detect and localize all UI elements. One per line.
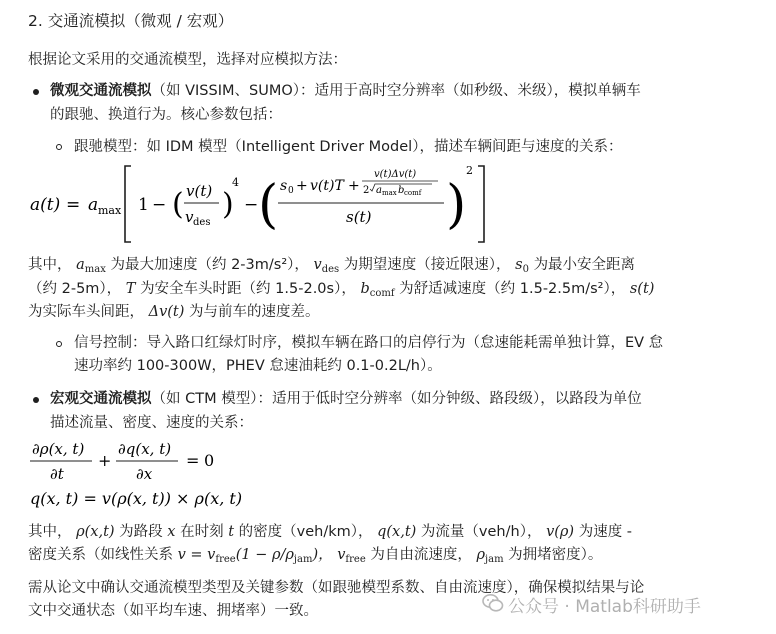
where-text: 为流量（veh/h）， [420,524,542,540]
where-text: 为实际车头间距， [28,304,144,320]
svg-text:a: a [88,195,99,215]
svg-text:(: ( [258,175,279,235]
micro-where-line-1 [28,255,635,280]
svg-text:+: + [348,178,360,194]
svg-text:v(t)Δv(t): v(t)Δv(t) [374,169,417,180]
svg-text:∂ρ(x, t): ∂ρ(x, t) [32,440,85,458]
micro-where-line-2 [28,279,654,304]
svg-text:s(t): s(t) [346,208,372,226]
intro-text: 根据论文采用的交通流模型，选择对应模拟方法： [28,52,347,68]
where-text: 为拥堵密度）。 [508,547,603,563]
svg-text:0: 0 [204,451,215,470]
math-subscript: jam [293,554,313,565]
svg-text:des: des [193,217,211,228]
watermark-text: 公众号 · Matlab科研助手 [508,597,701,617]
math-symbol: v(ρ) [546,524,575,540]
math-symbol: v [313,257,322,273]
where-text: 在时刻 [180,524,224,540]
micro-desc-2: 的跟驰、换道行为。核心参数包括： [50,107,282,123]
conclusion-line-2: 文中交通状态（如平均车速、拥堵率）一致。 [28,603,318,619]
math-subscript: jam [485,554,504,565]
micro-desc-1: （如 VISSIM、SUMO）：适用于高时空分辨率（如秒级、米级），模拟单辆车 [151,83,641,99]
sub-bullet-circle [56,144,62,150]
svg-text:a(t): a(t) [30,195,61,215]
svg-text:−: − [244,195,259,215]
math-symbol: v = v [177,547,216,563]
micro-title: 微观交通流模拟 [50,83,152,99]
svg-text:q(x, t) = v(ρ(x, t)) × ρ(x, t): q(x, t) = v(ρ(x, t)) × ρ(x, t) [30,489,243,508]
math-subscript: des [321,264,340,275]
math-symbol: ρ(x,t) [76,524,115,540]
svg-text:=: = [66,195,81,215]
where-text: 为速度 - [578,524,633,540]
where-text: 为与前车的速度差。 [189,304,320,320]
where-text: 为最大加速度（约 2-3m/s²）， [110,257,309,273]
macro-line-1 [50,389,642,409]
car-following-text: 跟驰模型：如 IDM 模型（Intelligent Driver Model），描述车辆间距与速度的关系： [74,139,623,155]
svg-text:v(t)T: v(t)T [310,178,344,194]
math-symbol: v [337,547,346,563]
wechat-icon [482,592,504,614]
svg-text:b: b [398,185,405,196]
math-subscript: free [345,554,366,565]
svg-text:v(t): v(t) [186,182,213,200]
math-subscript: 0 [522,264,529,275]
svg-text:): ) [446,175,467,235]
svg-text:max: max [98,204,122,217]
math-subscript: max [84,264,106,275]
macro-desc-2: 描述流量、密度、速度的关系： [50,415,253,431]
where-text: 的密度（veh/km）， [238,524,373,540]
math-symbol: s [515,257,523,273]
svg-text:a: a [376,185,382,196]
macro-desc-1: （如 CTM 模型）：适用于低时空分辨率（如分钟级、路段级），以路段为单位 [151,391,642,407]
section-title: 2. 交通流模拟（微观 / 宏观） [28,12,234,30]
math-subscript: comf [369,288,395,299]
where-text: 为自由流速度， [370,547,472,563]
macro-where-line-2 [28,545,602,570]
svg-text:4: 4 [232,176,239,189]
math-subscript: free [215,554,236,565]
math-symbol: ρ [476,547,485,563]
where-text: 密度关系（如线性关系 [28,547,173,563]
svg-text:∂x: ∂x [136,465,153,483]
micro-line-1 [50,81,641,101]
math-symbol: a [76,257,85,273]
macro-title: 宏观交通流模拟 [50,391,152,407]
where-text: （约 2-5m）， [28,281,122,297]
math-symbol: T [125,281,136,297]
svg-text:=: = [186,451,200,470]
signal-line-2: 速功率约 100-300W，PHEV 怠速油耗约 0.1-0.2L/h）。 [74,358,442,374]
svg-text:∂q(x, t): ∂q(x, t) [118,440,172,458]
svg-text:∂t: ∂t [50,465,64,483]
where-text: 为路段 [119,524,163,540]
math-symbol: )， [312,547,333,563]
math-symbol: q(x,t) [377,524,417,540]
signal-line-1: 信号控制：导入路口红绿灯时序，模拟车辆在路口的启停行为（怠速能耗需单独计算，EV 怠 [74,335,664,351]
svg-text:+: + [296,178,308,194]
svg-text:2: 2 [363,185,370,196]
where-text: 其中， [28,524,72,540]
svg-text:+: + [98,451,112,470]
svg-text:1: 1 [138,195,149,215]
svg-text:comf: comf [404,189,422,197]
math-symbol: x [167,524,176,540]
macro-equations [26,436,286,516]
sub-bullet-circle [56,341,62,347]
svg-text:s: s [280,178,288,194]
bullet-dot [33,89,39,95]
bullet-dot [33,397,39,403]
where-text: 为安全车头时距（约 1.5-2.0s）， [140,281,356,297]
svg-text:v: v [185,208,194,226]
where-text: 为最小安全距离 [533,257,636,273]
math-symbol: s(t) [629,281,655,297]
svg-text:2: 2 [466,164,473,177]
where-text: 其中， [28,257,72,273]
svg-text:(: ( [172,187,184,222]
svg-text:0: 0 [288,186,294,196]
math-symbol: b [360,281,370,297]
math-symbol: (1 − ρ/ρ [235,547,294,563]
math-symbol: Δv(t) [148,304,185,320]
micro-where-line-3 [28,302,320,322]
macro-where-line-1 [28,522,632,542]
where-text: 为期望速度（接近限速）， [343,257,511,273]
idm-formula [26,160,496,248]
math-symbol: t [228,524,235,540]
svg-text:−: − [152,195,167,215]
where-text: 为舒适减速度（约 1.5-2.5m/s²）， [399,281,626,297]
svg-text:max: max [382,189,397,197]
conclusion-line-1: 需从论文中确认交通流模型类型及关键参数（如跟驰模型系数、自由流速度），确保模拟结果与论 [28,580,645,596]
svg-text:): ) [222,187,234,222]
